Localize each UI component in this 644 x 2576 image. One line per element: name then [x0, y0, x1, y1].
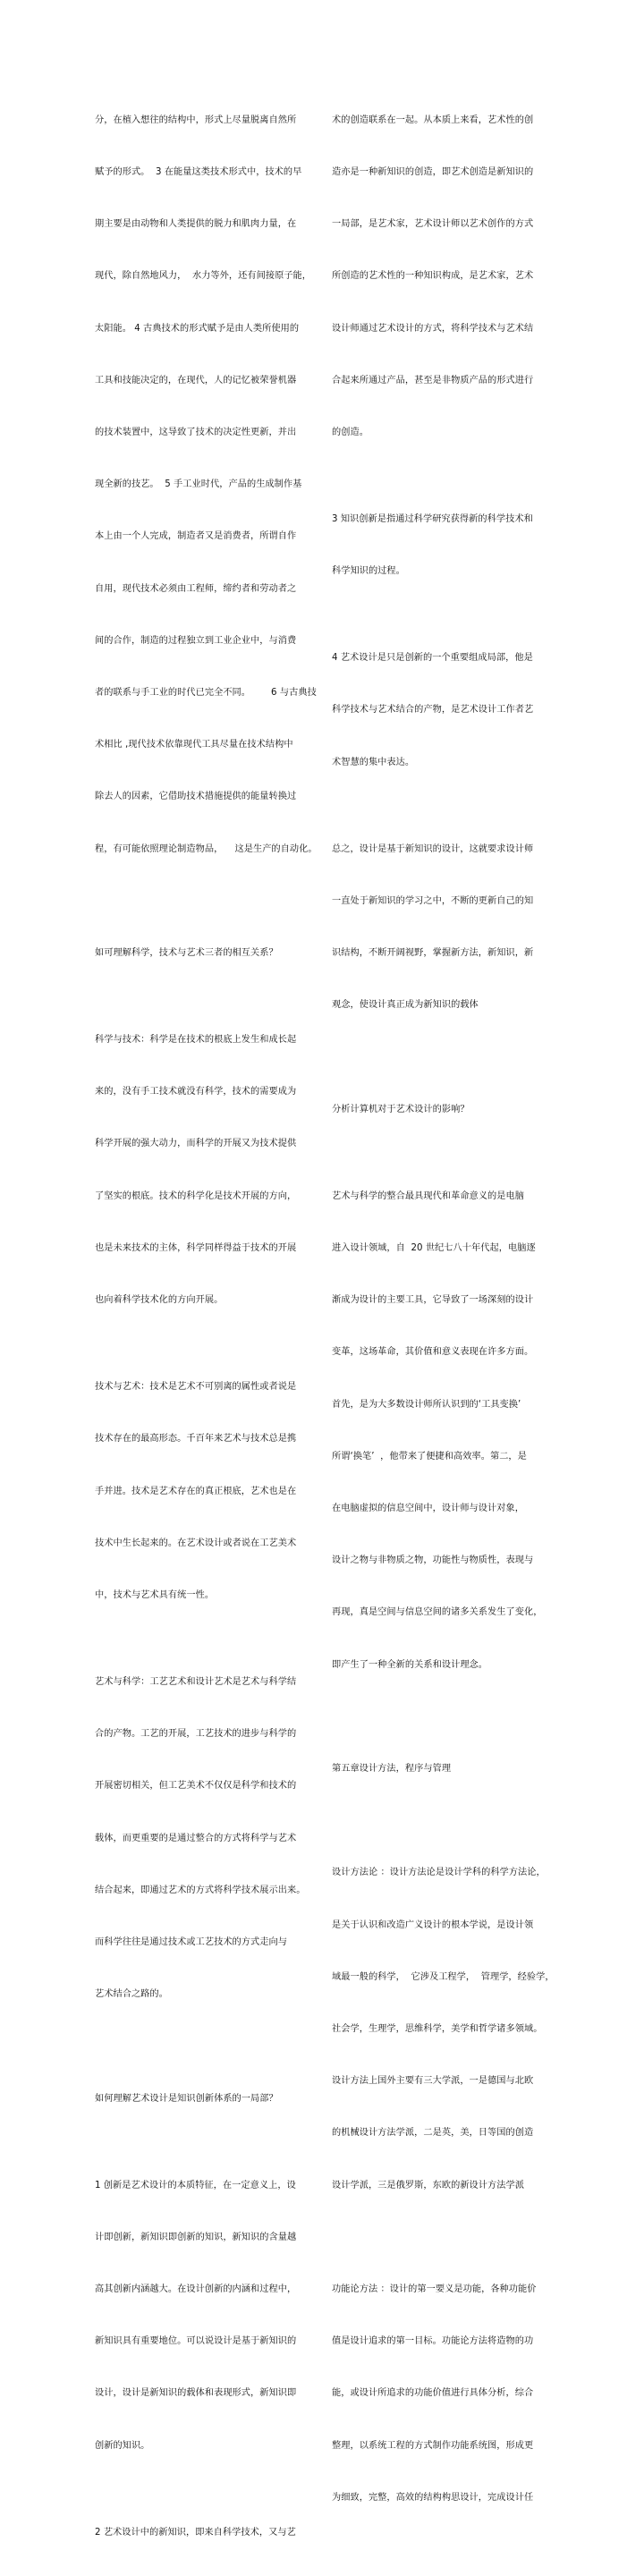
- text-line: 的机械设计方法学派，二是英，美，日等国的创造: [332, 2128, 534, 2139]
- text-line: 合的产物。工艺的开展，工艺技术的进步与科学的: [95, 1729, 297, 1740]
- text-line: 科学开展的强大动力，而科学的开展又为技术提供: [95, 1139, 297, 1149]
- text-line: 术的创造联系在一起。从本质上来看，艺术性的创: [332, 114, 534, 125]
- text-line: 除去人的因素，它借助技术措施提供的能量转换过: [95, 792, 297, 802]
- paragraph-innovation-3: [332, 476, 555, 614]
- text-line: 技术与艺术：技术是艺术不可别离的属性或者说是: [95, 1382, 297, 1393]
- paragraph-computer-impact: [332, 1153, 555, 1708]
- paragraph-innovation-4: [332, 614, 555, 805]
- text-line: 首先，是为大多数设计师所认识到的‘工具变换’: [332, 1399, 521, 1410]
- text-line: 一直处于新知识的学习之中，不断的更新自己的知: [332, 895, 534, 906]
- text-line: 术相比 ,现代技术依靠现代工具尽量在技术结构中: [95, 740, 293, 750]
- text-line: 所谓‘换笔’ ，他带来了便捷和高效率。第二，是: [332, 1451, 527, 1462]
- text-line: 手并进。技术是艺术存在的真正根底，艺术也是在: [95, 1486, 297, 1496]
- text-line: 科学知识的过程。: [332, 566, 405, 577]
- question-title: 如何理解艺术设计是知识创新体系的一局部？: [95, 2093, 278, 2104]
- text-line: 2 艺术设计中的新知识，即来自科学技术，又与艺: [95, 2527, 296, 2538]
- text-line: 分，在植入想往的结构中，形式上尽量脱离自然所: [95, 114, 297, 125]
- text-line: 现代，除自然地风力， 水力等外，还有间接原子能，: [95, 271, 312, 282]
- text-line: 本上由一个人完成，制造者又是消费者，所谓自作: [95, 531, 297, 542]
- text-line: 为细致，完整，高效的结构构思设计，完成设计任: [332, 2492, 534, 2503]
- text-line: 值是设计追求的第一目标。功能论方法将造物的功: [332, 2336, 534, 2347]
- section-question-sci-tech-art: [95, 910, 318, 996]
- text-line: 科学与技术：科学是在技术的根底上发生和成长起: [95, 1035, 297, 1046]
- text-line: 1 创新是艺术设计的本质特征，在一定意义上，设: [95, 2180, 296, 2190]
- text-line: 新知识具有重要地位。可以说设计是基于新知识的: [95, 2336, 297, 2347]
- text-line: 中，技术与艺术具有统一性。: [95, 1589, 215, 1600]
- text-line: 工具和技能决定的，在现代，人的记忆被荣誉机器: [95, 375, 297, 386]
- text-line: 开展密切相关，但工艺美术不仅仅是科学和技术的: [95, 1781, 297, 1792]
- text-line: 整理，以系统工程的方式制作功能系统图，形成更: [332, 2440, 534, 2451]
- text-line: 渐成为设计的主要工具，它导致了一场深刻的设计: [332, 1295, 534, 1306]
- text-line: 计即创新，新知识即创新的知识，新知识的含量越: [95, 2232, 297, 2242]
- text-line: 一局部，是艺术家，艺术设计师以艺术创作的方式: [332, 219, 534, 230]
- left-column: [95, 77, 318, 2576]
- question-title: 分析计算机对于艺术设计的影响？: [332, 1104, 470, 1114]
- text-line: 设计师通过艺术设计的方式，将科学技术与艺术结: [332, 323, 534, 334]
- text-line: 设计方法论 ：设计方法论是设计学科的科学方法论，: [332, 1868, 546, 1878]
- text-line: 载体，而更重要的是通过整合的方式将科学与艺术: [95, 1833, 297, 1843]
- text-line: 而科学往往是通过技术或工艺技术的方式走向与: [95, 1936, 287, 1947]
- paragraph-summary: [332, 806, 555, 1049]
- paragraph-innovation-continued: [332, 77, 555, 476]
- text-line: 也是未来技术的主体，科学同样得益于技术的开展: [95, 1242, 297, 1253]
- text-line: 程，有可能依照理论制造物品， 这是生产的自动化。: [95, 843, 318, 854]
- text-line: 艺术与科学：工艺艺术和设计艺术是艺术与科学结: [95, 1676, 297, 1687]
- text-line: 设计学派，三是俄罗斯，东欧的新设计方法学派: [332, 2180, 524, 2190]
- text-line: 创新的知识。: [95, 2440, 150, 2451]
- text-line: 艺术与科学的整合最具现代和革命意义的是电脑: [332, 1191, 524, 1201]
- text-line: 是关于认识和改造广义设计的根本学说，是设计领: [332, 1919, 534, 1930]
- text-line: 再现，真是空间与信息空间的诸多关系发生了变化，: [332, 1607, 543, 1618]
- text-line: 在电脑虚拟的信息空间中，设计师与设计对象，: [332, 1503, 524, 1513]
- text-line: 艺术结合之路的。: [95, 1989, 168, 2000]
- paragraph-science-technology: [95, 996, 318, 1343]
- text-line: 太阳能。 4 古典技术的形式赋予是由人类所使用的: [95, 323, 300, 334]
- text-line: 了坚实的根底。技术的科学化是技术开展的方向，: [95, 1191, 297, 1201]
- section-question-design-knowledge: [95, 2055, 318, 2142]
- section-question-computer: [332, 1066, 555, 1153]
- chapter-title: 第五章设计方法，程序与管理: [332, 1763, 452, 1774]
- text-line: 4 艺术设计是只是创新的一个重要组成局部，他是: [332, 653, 533, 664]
- text-line: 赋予的形式。 3 在能量这类技术形式中，技术的早: [95, 167, 302, 178]
- text-line: 社会学，生理学，思维科学，美学和哲学诸多领域。: [332, 2023, 543, 2034]
- text-line: 现全新的技艺。 5 手工业时代，产品的生成制作基: [95, 479, 302, 490]
- text-line: 结合起来，即通过艺术的方式将科学技术展示出来。: [95, 1885, 306, 1895]
- text-line: 间的合作，制造的过程独立到工业企业中，与消费: [95, 635, 297, 646]
- chapter-heading: [332, 1725, 555, 1812]
- text-line: 3 知识创新是指通过科学研究获得新的科学技术和: [332, 514, 533, 525]
- text-line: 的创造。: [332, 428, 369, 438]
- text-line: 术智慧的集中表达。: [332, 757, 415, 767]
- text-line: 能，或设计所追求的功能价值进行具体分析，综合: [332, 2388, 534, 2399]
- paragraph-innovation-2: [95, 2489, 318, 2576]
- text-line: 者的联系与手工业的时代已完全不同。 6 与古典技: [95, 688, 317, 699]
- text-line: 设计，设计是新知识的载体和表现形式，新知识即: [95, 2388, 297, 2399]
- text-line: 科学技术与艺术结合的产物，是艺术设计工作者艺: [332, 705, 534, 716]
- text-line: 高其创新内涵越大。在设计创新的内涵和过程中，: [95, 2284, 297, 2294]
- text-line: 域最一般的科学， 它涉及工程学， 管理学，经验学，: [332, 1971, 555, 1982]
- text-line: 观念，使设计真正成为新知识的载体: [332, 1000, 479, 1011]
- right-column: [332, 77, 555, 2541]
- text-line: 识结构，不断开阔视野，掌握新方法，新知识，新: [332, 948, 534, 959]
- text-line: 技术中生长起来的。在艺术设计或者说在工艺美术: [95, 1538, 297, 1548]
- paragraph-functionalism: [332, 2246, 555, 2541]
- text-line: 也向着科学技术化的方向开展。: [95, 1295, 224, 1306]
- text-line: 设计方法上国外主要有三大学派，一是德国与北欧: [332, 2076, 534, 2087]
- paragraph-tech-forms: [95, 77, 318, 893]
- text-line: 变革，这场革命，其价值和意义表现在许多方面。: [332, 1347, 534, 1358]
- text-line: 所创造的艺术性的一种知识构成，是艺术家，艺术: [332, 271, 534, 282]
- text-line: 即产生了一种全新的关系和设计理念。: [332, 1659, 488, 1670]
- text-line: 造亦是一种新知识的创造，即艺术创造是新知识的: [332, 167, 534, 178]
- text-line: 功能论方法 ：设计的第一要义是功能，各种功能价: [332, 2284, 537, 2294]
- text-line: 总之，设计是基于新知识的设计，这就要求设计师: [332, 843, 534, 854]
- text-line: 设计之物与非物质之物，功能性与物质性，表现与: [332, 1555, 534, 1566]
- text-line: 来的，没有手工技术就没有科学，技术的需要成为: [95, 1087, 297, 1097]
- paragraph-art-science: [95, 1639, 318, 2038]
- text-line: 合起来所通过产品，甚至是非物质产品的形式进行: [332, 375, 534, 386]
- text-line: 的技术装置中，这导致了技术的决定性更新，并出: [95, 428, 297, 438]
- text-line: 技术存在的最高形态。千百年来艺术与技术总是携: [95, 1434, 297, 1445]
- text-line: 期主要是由动物和人类提供的脱力和肌肉力量，在: [95, 219, 297, 230]
- paragraph-design-methodology: [332, 1830, 555, 2229]
- text-line: 进入设计领域，自 20 世纪七八十年代起，电脑逐: [332, 1242, 536, 1253]
- paragraph-innovation-1: [95, 2142, 318, 2489]
- text-line: 自用，现代技术必须由工程师，缔约者和劳动者之: [95, 583, 297, 594]
- paragraph-technology-art: [95, 1343, 318, 1639]
- question-title: 如可理解科学，技术与艺术三者的相互关系？: [95, 948, 278, 959]
